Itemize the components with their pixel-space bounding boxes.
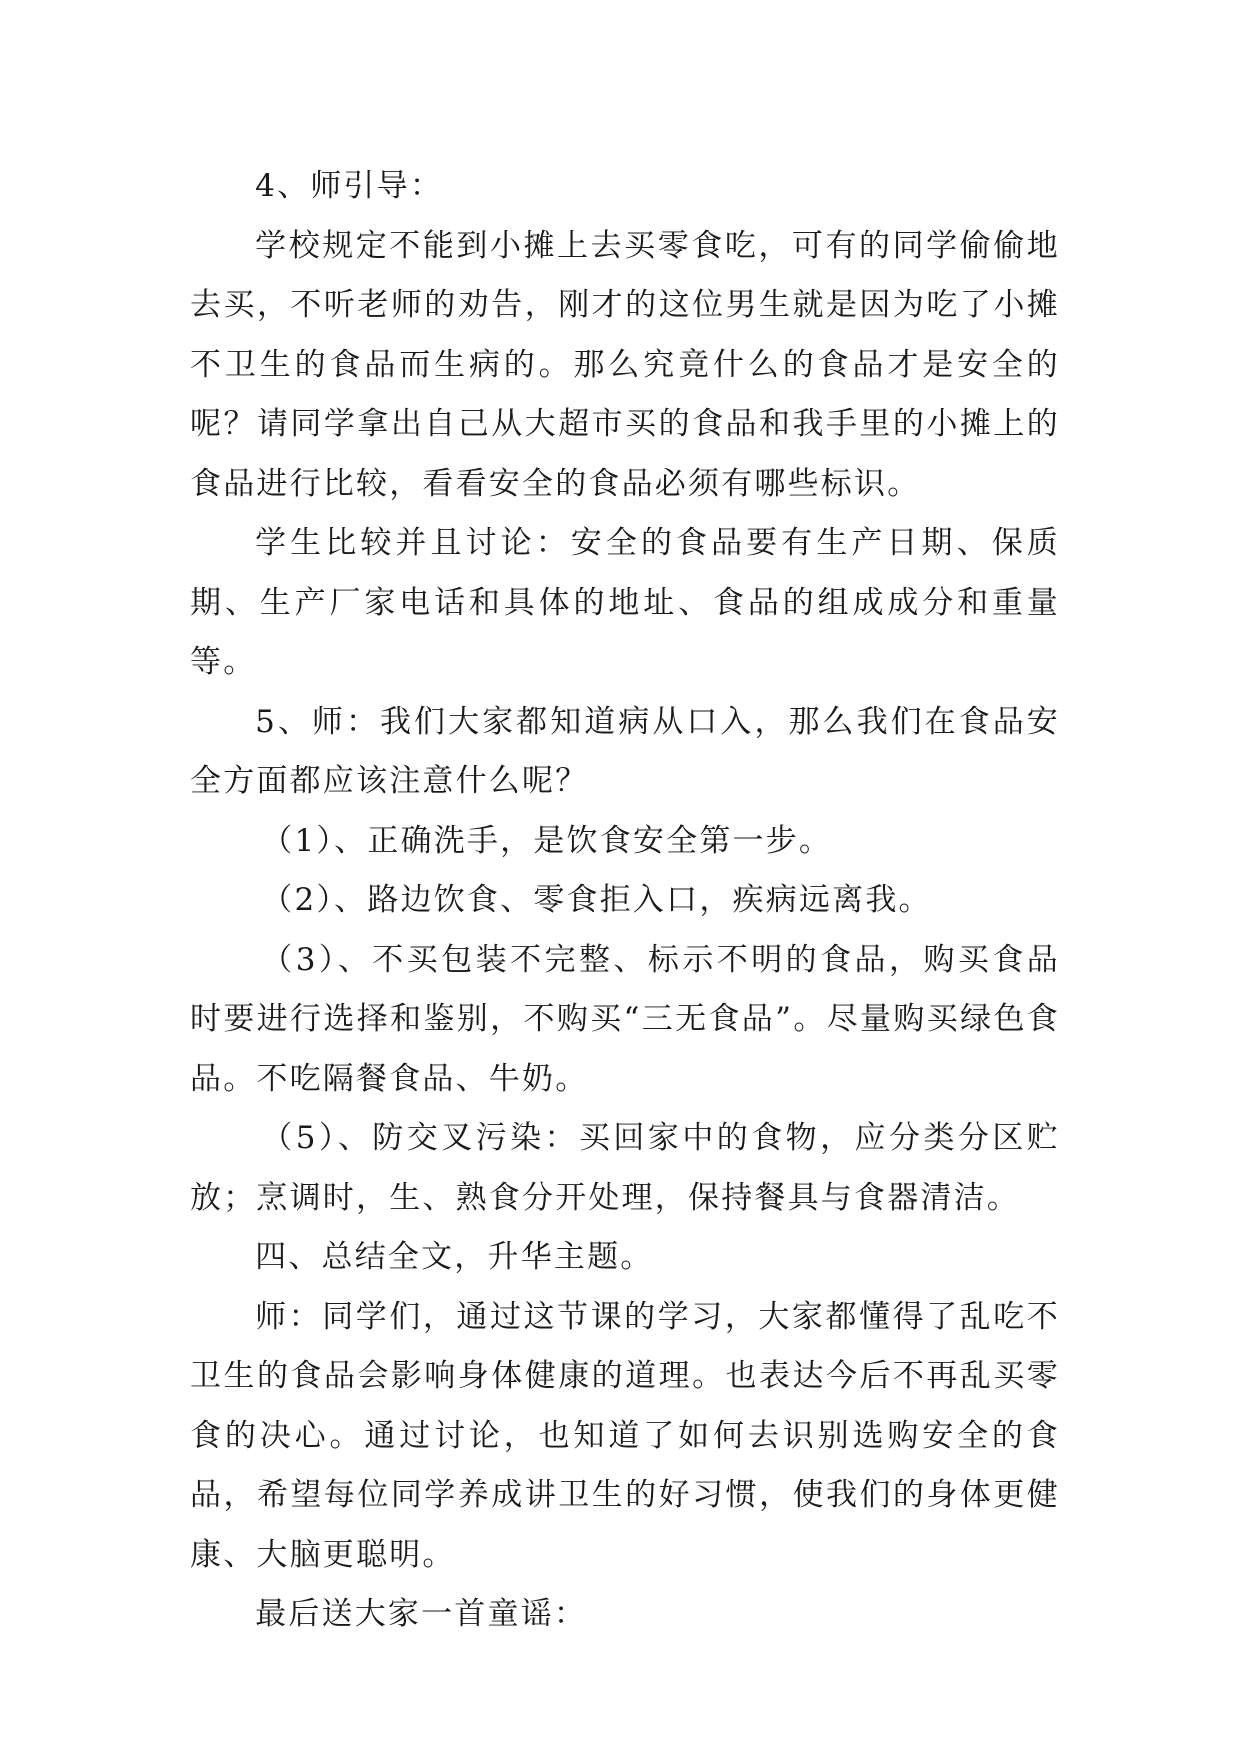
tip-item-2: （2）、路边饮食、零食拒入口，疾病远离我。: [261, 882, 932, 918]
tip-item-1: （1）、正确洗手，是饮食安全第一步。: [261, 822, 833, 859]
paragraph-student-discussion: 学生比较并且讨论：安全的食品要有生产日期、保质期、生产厂家电话和具体的地址、食品的组成成分和重量等。: [190, 525, 1060, 680]
tip-item-3: （3）、不买包装不完整、标示不明的食品，购买食品时要进行选择和鉴别，不购买“三无食品”。尽量购买绿色食品。不吃隔餐食品、牛奶。: [190, 941, 1060, 1097]
step-4-heading: 4、师引导：: [255, 168, 444, 204]
tip-item-5: （5）、防交叉污染：买回家中的食物，应分类分区贮放；烹调时，生、熟食分开处理，保持餐具与食器清洁。: [190, 1120, 1060, 1216]
document-body: [190, 157, 1060, 1645]
step-5-question: 5、师：我们大家都知道病从口入，那么我们在食品安全方面都应该注意什么呢？: [190, 703, 1060, 799]
paragraph-teacher-summary: 师：同学们，通过这节课的学习，大家都懂得了乱吃不卫生的食品会影响身体健康的道理。也表达今后不再乱买零食的决心。通过讨论，也知道了如何去识别选购安全的食品，希望每位同学养成讲卫生的好习惯，使我们的身体更健康、大脑更聪明。: [190, 1298, 1060, 1573]
section-4-heading: 四、总结全文，升华主题。: [255, 1239, 654, 1275]
paragraph-closing-rhyme-intro: 最后送大家一首童谣：: [255, 1596, 588, 1632]
paragraph-school-rule: 学校规定不能到小摊上去买零食吃，可有的同学偷偷地去买，不听老师的劝告，刚才的这位男生就是因为吃了小摊不卫生的食品而生病的。那么究竟什么的食品才是安全的呢？请同学拿出自己从大超市买的食品和我手里的小摊上的食品进行比较，看看安全的食品必须有哪些标识。: [190, 227, 1060, 502]
